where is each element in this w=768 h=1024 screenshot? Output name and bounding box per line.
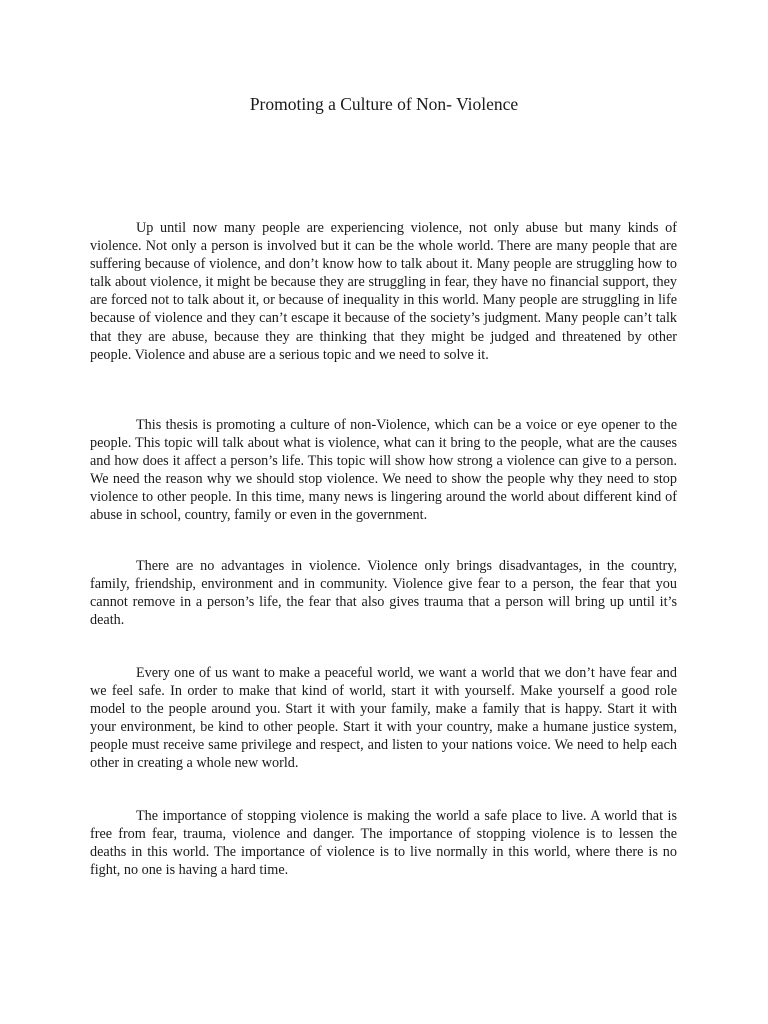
paragraph-4: Every one of us want to make a peaceful world, we want a world that we don’t have fear and we feel safe. In order to make that kind of world, start it with yourself. Make yourself a good role model to the people around you. Start it with your family, make a family that is happy. Start it with your environment, be kind to other people. Start it with your country, make a humane justice system, people must receive same privilege and respect, and listen to your nations voice. We need to help each other in creating a whole new world. bbox=[90, 665, 677, 772]
document-title: Promoting a Culture of Non- Violence bbox=[249, 94, 519, 114]
paragraph-1: Up until now many people are experiencing violence, not only abuse but many kinds of violence. Not only a person is involved but it can be the whole world. There are many people that are suffering because of violence, and don’t know how to talk about it. Many people are struggling how to talk about violence, it might be because they are struggling in fear, they have no financial support, they are forced not to talk about it, or because of inequality in this world. Many people are struggling in life because of violence and they can’t escape it because of the society’s judgment. Many people can’t talk that they are abuse, because they are thinking that they might be judged and threatened by other people. Violence and abuse are a serious topic and we need to solve it. bbox=[90, 220, 677, 363]
paragraph-5: The importance of stopping violence is making the world a safe place to live. A world that is free from fear, trauma, violence and danger. The importance of stopping violence is to lessen the deaths in this world. The importance of violence is to live normally in this world, where there is no fight, no one is having a hard time. bbox=[90, 808, 677, 879]
paragraph-2: This thesis is promoting a culture of non-Violence, which can be a voice or eye opener to the people. This topic will talk about what is violence, what can it bring to the people, what are the causes and how does it affect a person’s life. This topic will show how strong a violence can give to a person. We need the reason why we should stop violence. We need to show the people why they need to stop violence to other people. In this time, many news is lingering around the world about different kind of abuse in school, country, family or even in the government. bbox=[90, 417, 677, 524]
paragraph-3: There are no advantages in violence. Violence only brings disadvantages, in the country, family, friendship, environment and in community. Violence give fear to a person, the fear that you cannot remove in a person’s life, the fear that also gives trauma that a person will bring up until it’s death. bbox=[90, 558, 677, 629]
